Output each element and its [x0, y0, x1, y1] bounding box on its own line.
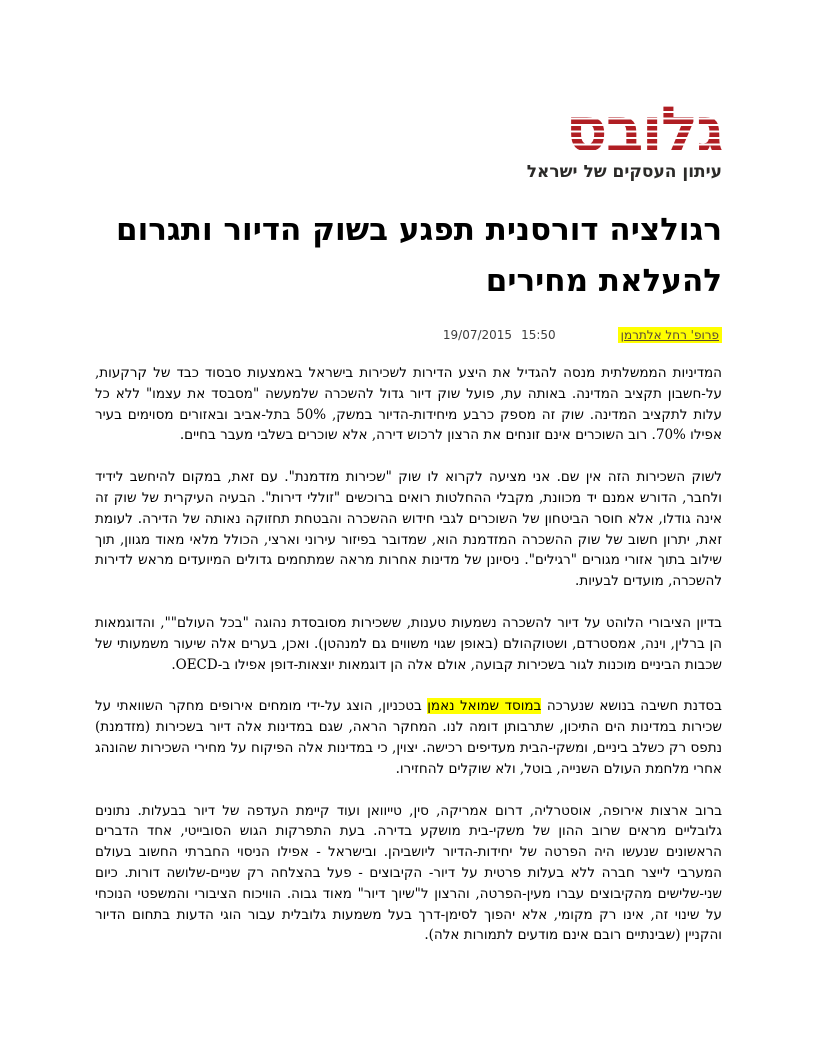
author-link[interactable]: פרופ' רחל אלתרמן: [618, 327, 722, 343]
publish-datetime: [443, 328, 556, 342]
publish-time: 15:50: [521, 328, 556, 342]
paragraph-4-text-before: בסדנת חשיבה בנושא שנערכה: [541, 698, 722, 715]
byline-row: [95, 327, 722, 343]
article-paragraph-3: בדיון הציבורי הלוהט על דיור להשכרה נשמעות טענות, ששכירות מסובסדת נהוגה "בכל העולם"", והדוגמאות הן ברלין, וינה, אמסטרדם, ושטוקהולם (באופן שגוי משווים גם למנהטן). ואכן, בערים אלה שיעור משמעותי של שכבות הביניים מוכנות לגור בשכירות קבועה, אולם אלה הן דוגמאות יוצאות-דופן אפילו ב-OECD.: [95, 614, 722, 673]
paragraph-4-text-after: בטכניון, הוצג על-ידי מומחים אירופים מחקר השוואתי על שכירות במדינות הים התיכון, שתרבותן דומה לנו. המחקר הראה, שגם במדינות אלה דיור בשכירות (מזדמנת) נתפס רק כשלב ביניים, ומשקי-הבית מעדיפים רכישה. יצוין, כי במדינות אלה הפיקוח על מחירי השכירות שהונהג אחרי מלחמת העולם השנייה, בוטל, ולא שוקלים להחזירו.: [95, 698, 722, 777]
article-paragraph-4: [95, 696, 722, 779]
article-headline: רגולציה דורסנית תפגע בשוק הדיור ותגרום להעלאת מחירים: [116, 212, 722, 299]
globes-logo-text: גלובס: [565, 93, 722, 166]
article-paragraph-2: לשוק השכירות הזה אין שם. אני מציעה לקרוא לו שוק "שכירות מזדמנת". עם זאת, במקום להיחשב לידיד ולחבר, הדורש אמנם יד מכוונת, מקבלי ההחלטות רואים ברוכשים "זוללי דירות". הבעיה העיקרית של שוק זה אינה גודלו, אלא חוסר הביטחון של השוכרים לגבי חידוש ההשכרה והבטחת תחזוקה נאותה של הדירה. לעומת זאת, יתרון חשוב של שוק ההשכרה המזדמנת הוא, שמדובר בפיזור עירוני וארצי, הכולל מלאי מאוד מגוון, תוך שילוב בתוך אזורי מגורים "רגילים". ניסיונן של מדינות אחרות מראה שמתחמים גדולים המיועדים מראש לדירות להשכרה, מועדים לבעיות.: [95, 469, 722, 590]
article-paragraph-1: המדיניות הממשלתית מנסה להגדיל את היצע הדירות לשכירות בישראל באמצעות סבסוד כבד של קרקעות, על-חשבון תקציב המדינה. באותה עת, פועל שוק דיור גדול להשכרה שלמעשה "מסבסד את עצמו" ללא כל עלות לתקציב המדינה. שוק זה מספק כרבע מיחידות-הדיור במשק, 50% בתל-אביב ובאזורים מסוימים בעיר אפילו 70%. רוב השוכרים אינם זונחים את הרצון לרכוש דירה, אלא שוכרים בשלבי מעבר בחיים.: [95, 365, 723, 444]
globes-tagline: עיתון העסקים של ישראל: [526, 162, 722, 182]
highlighted-text-neaman-institute: במוסד שמואל נאמן: [427, 698, 542, 715]
article-paragraph-5: ברוב ארצות אירופה, אוסטרליה, דרום אמריקה, סין, טייוואן ועוד קיימת העדפה של דיור בבעלות. נתונים גלובליים מראים שרוב ההון של משקי-בית מושקע בדירה. בעת התפרקות הגוש הסובייטי, אחד הדברים הראשונים שנעשו היה הפרטה של יחידות-הדיור ליושביהן. ובישראל - אפילו הניסוי החברתי החשוב בעולם המערבי לייצר חברה ללא בעלות פרטית על דיור- הקיבוצים - פעל בהצלחה רק שניים-שלושה דורות. כיום שני-שלישים מהקיבוצים עברו מעין-הפרטה, והרצון ל"שיוך דיור" מאוד גבוה. הוויכוח הציבורי והמשפטי הנוכחי על שינוי זה, אינו רק מקומי, אלא יהפוך לסימן-דרך בעל משמעות גלובלית עבור הוגי הדעות בתחום הדיור והקניין (שבינתיים רובם אינם מודעים לתמורות אלה).: [95, 802, 722, 944]
article-body: [95, 363, 722, 946]
publish-date: 19/07/2015: [442, 328, 513, 342]
globes-logo: [95, 93, 722, 183]
